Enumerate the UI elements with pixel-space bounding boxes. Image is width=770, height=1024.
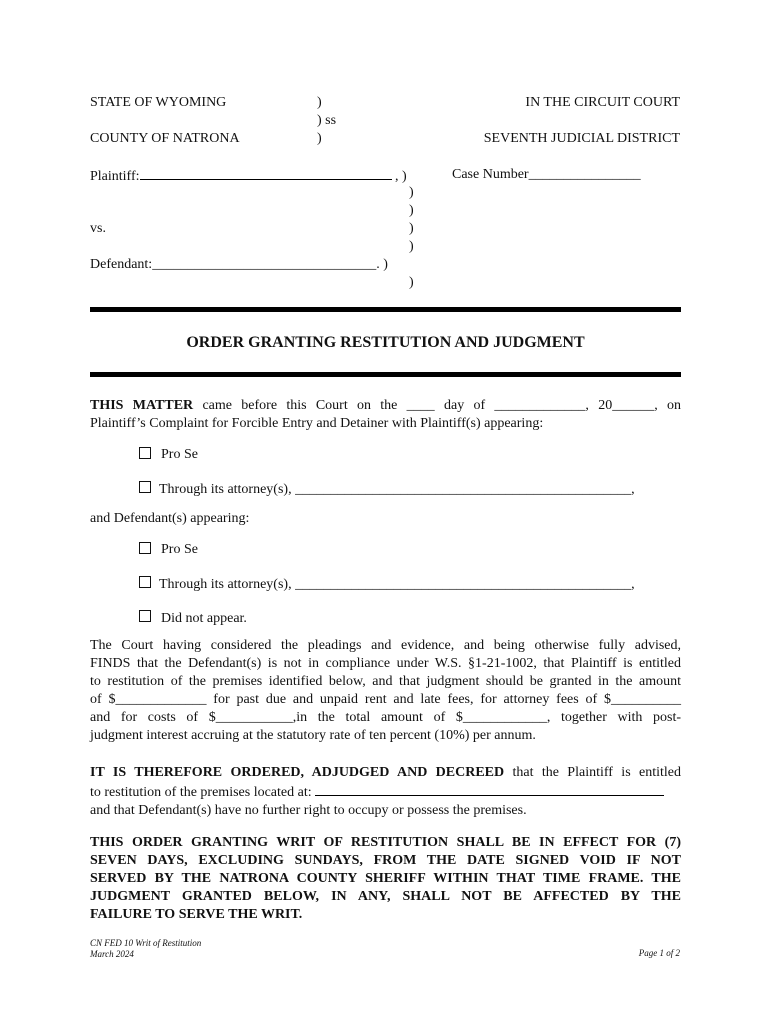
matter-line2: Plaintiff’s Complaint for Forcible Entry and Detainer with Plaintiff(s) appearing:	[90, 416, 544, 431]
plaintiff-label: Plaintiff:	[90, 169, 140, 184]
findings-line: FINDS that the Defendant(s) is not in compliance under W.S. §1-21-1002, that Plaintiff is entitled	[90, 656, 681, 671]
caption-paren: )	[317, 131, 322, 146]
defendant-field[interactable]: Defendant:________________________________. )	[90, 257, 388, 272]
findings-line: judgment interest accruing at the statutory rate of ten percent (10%) per annum.	[90, 728, 536, 743]
bottom-rule	[90, 372, 681, 377]
findings-line: The Court having considered the pleadings and evidence, and being otherwise fully advised,	[90, 638, 681, 653]
caption-paren: )	[409, 221, 414, 236]
defendant-appearing-label: and Defendant(s) appearing:	[90, 511, 250, 526]
vs-label: vs.	[90, 221, 106, 236]
caption-paren-ss: ) ss	[317, 113, 337, 128]
caption-paren: )	[409, 185, 414, 200]
defendant-attorney-checkbox[interactable]	[139, 576, 151, 588]
state-label: STATE OF WYOMING	[90, 95, 227, 110]
defendant-did-not-appear-label: Did not appear.	[161, 611, 247, 626]
ordered-line	[90, 764, 681, 782]
ordered-lead: IT IS THEREFORE ORDERED, ADJUDGED AND DECREED	[90, 765, 505, 780]
district-name: SEVENTH JUDICIAL DISTRICT	[483, 131, 680, 146]
findings-line: of $_____________ for past due and unpaid rent and late fees, for attorney fees of $__________	[90, 692, 681, 707]
plaintiff-pro-se-label: Pro Se	[161, 447, 198, 462]
writ-notice-line: JUDGMENT GRANTED BELOW, IN ANY, SHALL NOT BE AFFECTED BY THE	[90, 889, 681, 904]
ordered-rest: that the Plaintiff is entitled	[504, 765, 681, 780]
caption-paren: )	[317, 95, 322, 110]
plaintiff-suffix: , )	[395, 169, 407, 184]
ordered-line2	[90, 782, 681, 802]
matter-lead: THIS MATTER	[90, 398, 194, 413]
document-title: ORDER GRANTING RESTITUTION AND JUDGMENT	[186, 334, 585, 351]
writ-notice	[90, 834, 681, 924]
ordered-line3: and that Defendant(s) have no further right to occupy or possess the premises.	[90, 803, 527, 818]
page-number: Page 1 of 2	[638, 948, 680, 958]
writ-notice-line: SEVEN DAYS, EXCLUDING SUNDAYS, FROM THE DATE SIGNED VOID IF NOT	[90, 853, 681, 868]
writ-notice-line: SERVED BY THE NATRONA COUNTY SHERIFF WITHIN THAT TIME FRAME. THE	[90, 871, 681, 886]
court-name: IN THE CIRCUIT COURT	[525, 95, 680, 110]
defendant-attorney-field[interactable]: Through its attorney(s), ________________________________________________,	[159, 577, 635, 592]
defendant-pro-se-label: Pro Se	[161, 542, 198, 557]
plaintiff-row	[90, 166, 407, 186]
matter-paragraph	[90, 397, 681, 433]
county-label: COUNTY OF NATRONA	[90, 131, 240, 146]
writ-notice-line: THIS ORDER GRANTING WRIT OF RESTITUTION SHALL BE IN EFFECT FOR (7)	[90, 835, 681, 850]
premises-address-field[interactable]	[315, 782, 664, 796]
top-rule	[90, 307, 681, 312]
case-number-field[interactable]: Case Number________________	[452, 167, 641, 182]
ordered-paragraph	[90, 764, 681, 820]
plaintiff-pro-se-checkbox[interactable]	[139, 447, 151, 459]
matter-line1-rest: came before this Court on the ____ day of _____________, 20______, on	[193, 398, 681, 413]
matter-line	[90, 397, 681, 415]
defendant-did-not-appear-checkbox[interactable]	[139, 610, 151, 622]
writ-notice-line: FAILURE TO SERVE THE WRIT.	[90, 907, 303, 922]
caption-paren: )	[409, 239, 414, 254]
caption-paren: )	[409, 203, 414, 218]
premises-label: to restitution of the premises located at:	[90, 785, 312, 800]
plaintiff-name-field[interactable]	[140, 166, 392, 180]
plaintiff-attorney-checkbox[interactable]	[139, 481, 151, 493]
form-date: March 2024	[90, 949, 134, 959]
defendant-pro-se-checkbox[interactable]	[139, 542, 151, 554]
findings-line: and for costs of $___________,in the total amount of $____________, together with post-	[90, 710, 681, 725]
caption-paren: )	[409, 275, 414, 290]
findings-line: to restitution of the premises identified below, and that judgment should be granted in the amount	[90, 674, 681, 689]
findings-paragraph	[90, 637, 681, 745]
plaintiff-attorney-field[interactable]: Through its attorney(s), ________________________________________________,	[159, 482, 635, 497]
form-id: CN FED 10 Writ of Restitution	[90, 938, 202, 948]
